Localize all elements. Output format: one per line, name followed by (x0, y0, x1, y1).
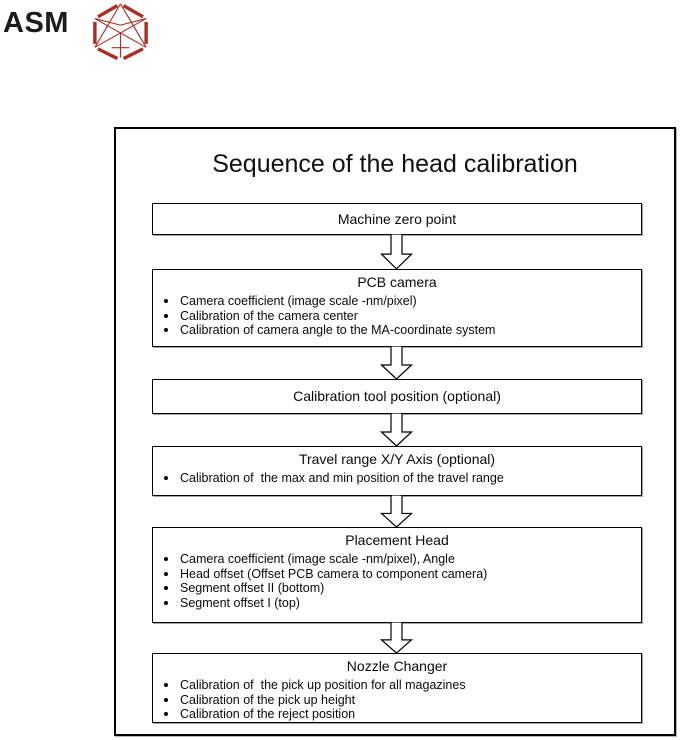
bullet-item (153, 581, 641, 596)
bullet-dot-icon (164, 683, 168, 687)
box-title: Calibration tool position (optional) (293, 388, 501, 404)
bullet-dot-icon (164, 557, 168, 561)
diagram-title: Sequence of the head calibration (212, 150, 578, 178)
bullet-text: Calibration of the camera center (180, 308, 358, 323)
asm-hexagon-icon (89, 2, 152, 62)
bullet-item (153, 567, 641, 582)
bullet-text: Camera coefficient (image scale -nm/pixel), Angle (180, 552, 455, 566)
bullet-text: Calibration of the max and min position of the travel range (180, 471, 504, 485)
bullet-text: Segment offset II (bottom) (180, 581, 325, 595)
bullet-item (153, 693, 641, 708)
bullet-list (153, 471, 641, 486)
bullet-text: Calibration of the pick up height (180, 692, 356, 707)
down-arrow-icon (378, 346, 415, 380)
bullet-dot-icon (164, 314, 168, 318)
box-title: Travel range X/Y Axis (optional) (298, 451, 496, 467)
bullet-list (153, 552, 641, 610)
box-title: Nozzle Changer (346, 658, 448, 674)
asm-logo-text: ASM (3, 7, 69, 39)
bullet-text: Calibration of the pick up position for all magazines (180, 678, 466, 692)
box-title: PCB camera (357, 274, 437, 290)
flow-box-travel-range (152, 446, 642, 496)
bullet-text: Head offset (Offset PCB camera to component camera) (180, 566, 488, 581)
flow-box-pcb-camera (152, 269, 642, 347)
flow-box-nozzle-changer (152, 653, 642, 723)
bullet-item (153, 678, 641, 693)
bullet-item (153, 596, 641, 611)
bullet-text: Segment offset I (top) (180, 595, 300, 610)
flow-box-calibration-tool-position (152, 379, 642, 414)
bullet-list (153, 678, 641, 722)
bullet-text: Camera coefficient (image scale -nm/pixel) (180, 294, 417, 308)
bullet-item (153, 552, 641, 567)
bullet-list (153, 294, 641, 338)
down-arrow-icon (378, 234, 415, 270)
down-arrow-icon (378, 622, 415, 654)
bullet-dot-icon (164, 586, 168, 590)
flow-box-machine-zero-point (152, 203, 642, 235)
bullet-item (153, 471, 641, 486)
down-arrow-icon (378, 495, 415, 528)
bullet-item (153, 309, 641, 324)
bullet-item (153, 707, 641, 722)
bullet-dot-icon (164, 698, 168, 702)
bullet-item (153, 323, 641, 338)
bullet-dot-icon (164, 299, 168, 303)
bullet-dot-icon (164, 712, 168, 716)
box-title: Placement Head (345, 532, 449, 548)
bullet-dot-icon (164, 572, 168, 576)
bullet-text: Calibration of the reject position (180, 707, 356, 721)
box-title: Machine zero point (337, 210, 457, 227)
bullet-dot-icon (164, 476, 168, 480)
bullet-item (153, 294, 641, 309)
down-arrow-icon (378, 413, 415, 447)
bullet-text: Calibration of camera angle to the MA-coordinate system (180, 323, 496, 337)
flow-box-placement-head (152, 527, 642, 623)
bullet-dot-icon (164, 328, 168, 332)
bullet-dot-icon (164, 601, 168, 605)
